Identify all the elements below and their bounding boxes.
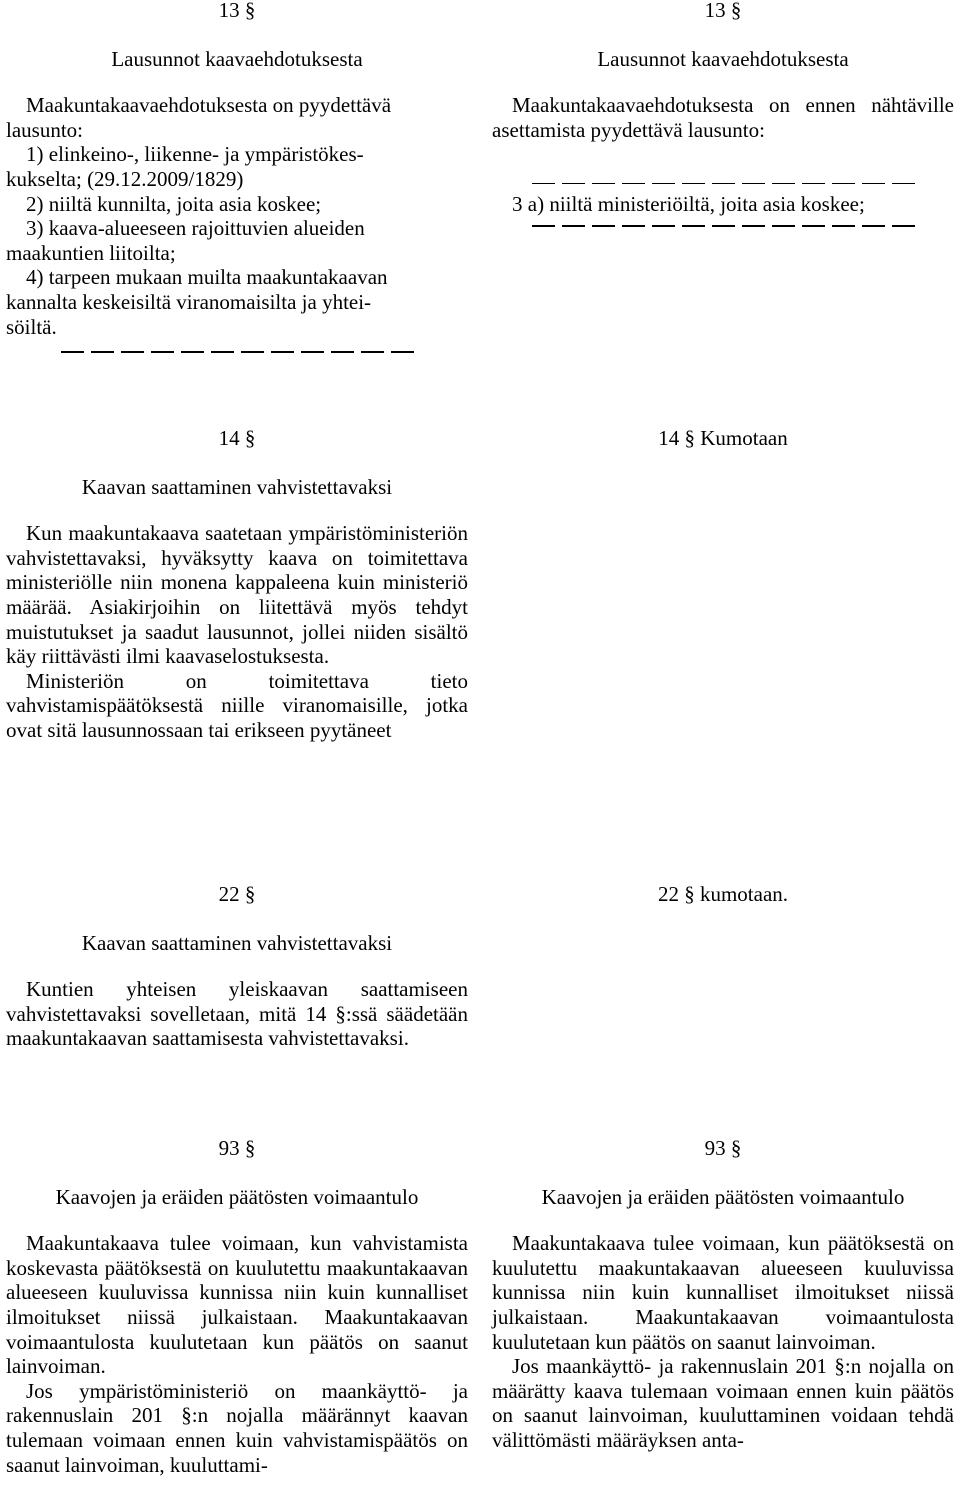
right-section-93 bbox=[492, 1136, 954, 1453]
section-heading: Lausunnot kaavaehdotuksesta bbox=[111, 46, 363, 71]
right-section-14 bbox=[492, 426, 954, 451]
text-line: 4) tarpeen mukaan muilta maakuntakaavan bbox=[26, 265, 388, 290]
section-repeal: 22 § kumotaan. bbox=[657, 882, 789, 906]
paragraph: Jos maankäyttö- ja rakennuslain 201 §:n nojalla on määrätty kaava tulemaan voimaan ennen kuin päätös on saanut lainvoiman, kuuluttaminen voidaan tehdä välittömästi määräyksen anta- bbox=[492, 1354, 954, 1452]
section-number: 13 § bbox=[704, 0, 742, 22]
left-section-22 bbox=[6, 882, 468, 1051]
text-line: 3) kaava-alueeseen rajoittuvien alueiden bbox=[26, 216, 365, 241]
right-section-22 bbox=[492, 882, 954, 907]
section-body bbox=[6, 93, 468, 339]
section-heading: Lausunnot kaavaehdotuksesta bbox=[597, 46, 849, 71]
list-item: 3 a) niiltä ministeriöiltä, joita asia koskee; bbox=[512, 192, 865, 217]
paragraph: Maakuntakaava tulee voimaan, kun päätöksestä on kuulutettu maakuntakaavan alueeseen kuuluvissa kunnissa niin kuin kunnalliset ilmoitukset niissä julkaistaan. Maakuntakaavan voimaantulosta kuulutetaan kun päätös on saanut lainvoiman. bbox=[492, 1231, 954, 1354]
text-line: 2) niiltä kunnilta, joita asia koskee; bbox=[26, 191, 322, 216]
omission-dashes bbox=[6, 345, 468, 359]
section-number: 13 § bbox=[218, 0, 256, 22]
section-number: 93 § bbox=[218, 1136, 256, 1160]
left-section-14 bbox=[6, 426, 468, 743]
paragraph: Jos ympäristöministeriö on maankäyttö- ja rakennuslain 201 §:n nojalla määrännyt kaavan tulemaan voimaan ennen kuin vahvistamispäätös on saanut lainvoiman, kuuluttami- bbox=[6, 1378, 468, 1477]
section-repeal: 14 § Kumotaan bbox=[658, 426, 788, 450]
section-heading: Kaavan saattaminen vahvistettavaksi bbox=[81, 474, 393, 499]
text-line: maakuntien liitoilta; bbox=[6, 240, 176, 265]
paragraph: Maakuntakaavaehdotuksesta on ennen nähtäville asettamista pyydettävä lausunto: bbox=[492, 93, 954, 142]
text-line: kannalta keskeisiltä viranomaisilta ja yhtei- bbox=[6, 289, 372, 314]
section-heading: Kaavojen ja eräiden päätösten voimaantulo bbox=[541, 1184, 905, 1209]
omission-dashes bbox=[492, 176, 954, 190]
text-line: kukselta; (29.12.2009/1829) bbox=[6, 166, 244, 191]
section-number: 93 § bbox=[704, 1136, 742, 1160]
right-section-13 bbox=[492, 0, 954, 233]
text-line: lausunto: bbox=[6, 117, 83, 142]
section-number: 22 § bbox=[218, 882, 256, 906]
omission-dashes bbox=[492, 219, 954, 233]
paragraph: Kuntien yhteisen yleiskaavan saattamiseen vahvistettavaksi sovelletaan, mitä 14 §:ssä säädetään maakuntakaavan saattamisesta vahvistettavaksi. bbox=[6, 977, 468, 1051]
paragraph: Kun maakuntakaava saatetaan ympäristöministeriön vahvistettavaksi, hyväksytty kaava on toimitettava ministeriölle niin monena kappaleena kuin ministeriö määrää. Asiakirjoihin on liitettävä myös tehdyt muistutukset ja saadut lausunnot, jollei niiden sisältö käy riittävästi ilmi kaavaselostuksesta. bbox=[6, 521, 468, 669]
text-line: Maakuntakaavaehdotuksesta on pyydettävä bbox=[26, 93, 392, 118]
text-line: 1) elinkeino-, liikenne- ja ympäristökes- bbox=[26, 142, 364, 167]
paragraph: Maakuntakaava tulee voimaan, kun vahvistamista koskevasta päätöksestä on kuulutettu maakuntakaavan alueeseen kuuluvissa kunnissa niin kuin kunnalliset ilmoitukset niissä julkaistaan. Maakuntakaavan voimaantulosta kuulutetaan kun päätös on saanut lainvoiman. bbox=[6, 1231, 468, 1379]
text-line: söiltä. bbox=[6, 314, 57, 339]
section-heading: Kaavojen ja eräiden päätösten voimaantulo bbox=[55, 1184, 419, 1209]
left-section-93 bbox=[6, 1136, 468, 1477]
section-number: 14 § bbox=[218, 426, 256, 450]
paragraph: Ministeriön on toimitettava tieto vahvistamispäätöksestä niille viranomaisille, jotka ovat sitä lausunnossaan tai erikseen pyytäneet bbox=[6, 668, 468, 742]
left-section-13 bbox=[6, 0, 468, 359]
section-heading: Kaavan saattaminen vahvistettavaksi bbox=[81, 930, 393, 955]
